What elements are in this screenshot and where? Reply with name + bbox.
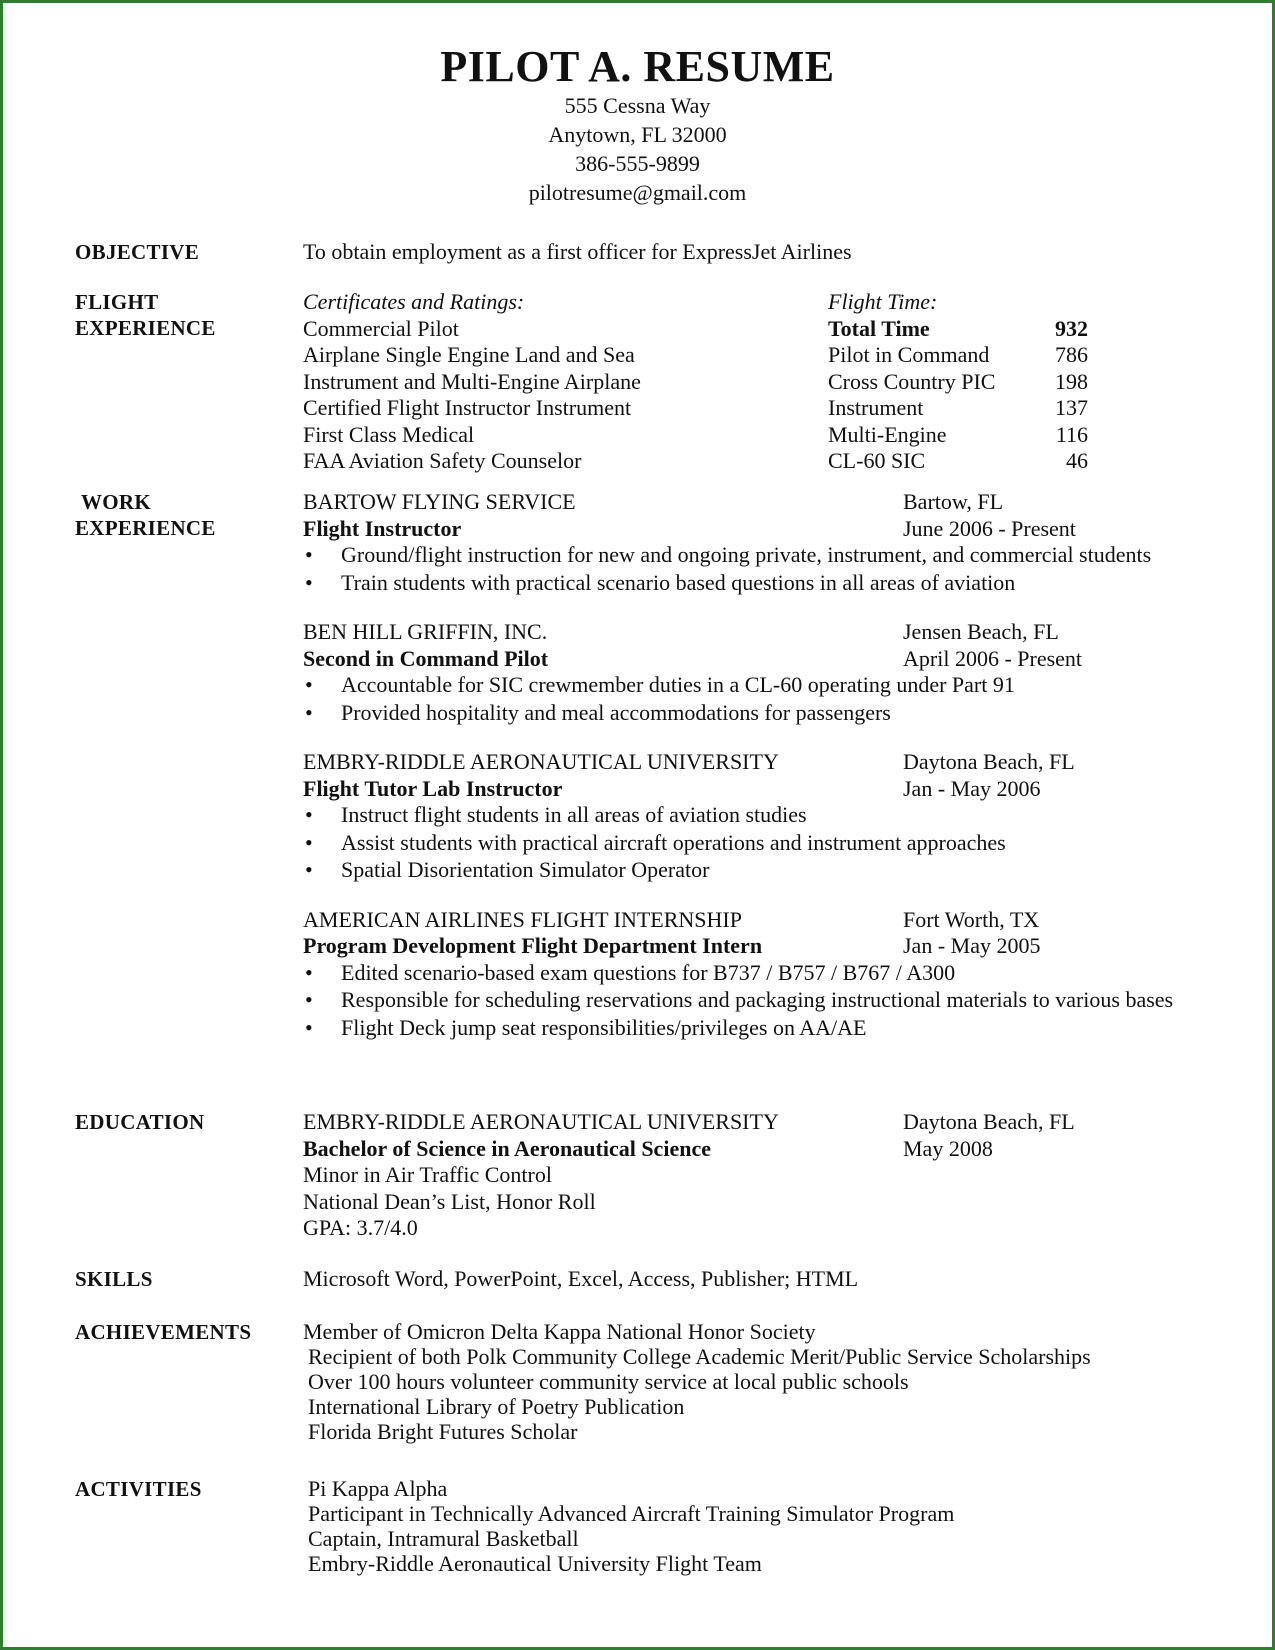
certificate-item: Commercial Pilot bbox=[303, 315, 459, 341]
skills-label: SKILLS bbox=[75, 1267, 153, 1291]
achievements-label: ACHIEVEMENTS bbox=[75, 1320, 252, 1344]
flight-time-label: Instrument bbox=[828, 395, 924, 420]
certificate-item: Certified Flight Instructor Instrument bbox=[303, 395, 632, 420]
flight-time-label: Pilot in Command bbox=[828, 342, 990, 367]
degree-name: Bachelor of Science in Aeronautical Science bbox=[303, 1135, 711, 1161]
flight-time-value: 46 bbox=[1066, 448, 1088, 473]
experience-label: EXPERIENCE bbox=[75, 516, 216, 540]
education-detail: GPA: 3.7/4.0 bbox=[303, 1215, 418, 1240]
job-duties bbox=[303, 802, 1238, 885]
flight-time-value: 116 bbox=[1055, 421, 1088, 447]
flight-time-label: CL-60 SIC bbox=[828, 448, 926, 473]
education-detail: Minor in Air Traffic Control bbox=[303, 1162, 552, 1187]
activity-item: Captain, Intramural Basketball bbox=[308, 1526, 579, 1551]
job-title: Flight Instructor bbox=[303, 515, 462, 541]
certificate-item: First Class Medical bbox=[303, 421, 475, 447]
job-duty: • Train students with practical scenario based questions in all areas of aviation bbox=[303, 570, 1238, 598]
job-entry bbox=[303, 489, 1238, 597]
job-dates: June 2006 - Present bbox=[903, 515, 1076, 541]
flight-time-table bbox=[828, 289, 1088, 475]
job-location: Daytona Beach, FL bbox=[903, 749, 1075, 774]
resume-header bbox=[3, 3, 1272, 207]
address-line-2: Anytown, FL 32000 bbox=[548, 122, 727, 147]
flight-time-heading: Flight Time: bbox=[828, 289, 938, 314]
work-label: WORK bbox=[81, 490, 152, 514]
flight-time-row bbox=[828, 395, 1088, 422]
job-title: Program Development Flight Department Intern bbox=[303, 933, 763, 958]
employer-name: BEN HILL GRIFFIN, INC. bbox=[303, 619, 548, 644]
employer-name: AMERICAN AIRLINES FLIGHT INTERNSHIP bbox=[303, 906, 742, 932]
job-title: Flight Tutor Lab Instructor bbox=[303, 775, 563, 801]
job-location: Fort Worth, TX bbox=[903, 906, 1040, 932]
skills-text: Microsoft Word, PowerPoint, Excel, Access, Publisher; HTML bbox=[303, 1266, 859, 1291]
flight-time-label: Multi-Engine bbox=[828, 421, 947, 447]
job-duty: • Responsible for scheduling reservations and packaging instructional materials to various bases bbox=[303, 987, 1238, 1015]
job-duty: • Spatial Disorientation Simulator Operator bbox=[303, 857, 1238, 885]
graduation-date: May 2008 bbox=[903, 1135, 993, 1161]
flight-time-row bbox=[828, 369, 1088, 396]
achievement-item: Member of Omicron Delta Kappa National Honor Society bbox=[303, 1319, 816, 1344]
job-duty: • Flight Deck jump seat responsibilities/privileges on AA/AE bbox=[303, 1015, 1238, 1043]
job-duty: • Provided hospitality and meal accommodations for passengers bbox=[303, 700, 1238, 728]
objective-label: OBJECTIVE bbox=[75, 240, 200, 264]
job-entry bbox=[303, 907, 1238, 1043]
employer-name: EMBRY-RIDDLE AERONAUTICAL UNIVERSITY bbox=[303, 749, 779, 774]
certificate-item: Airplane Single Engine Land and Sea bbox=[303, 342, 635, 367]
activity-item: Pi Kappa Alpha bbox=[308, 1476, 448, 1501]
job-duties bbox=[303, 542, 1238, 597]
employer-name: BARTOW FLYING SERVICE bbox=[303, 489, 576, 514]
job-dates: April 2006 - Present bbox=[903, 645, 1083, 671]
job-dates: Jan - May 2005 bbox=[903, 933, 1041, 958]
job-location: Bartow, FL bbox=[903, 489, 1004, 514]
school-name: EMBRY-RIDDLE AERONAUTICAL UNIVERSITY bbox=[303, 1109, 779, 1134]
objective-text: To obtain employment as a first officer for ExpressJet Airlines bbox=[303, 239, 852, 264]
job-location: Jensen Beach, FL bbox=[903, 619, 1059, 644]
flight-time-value: 786 bbox=[1055, 342, 1088, 367]
flight-time-label: Total Time bbox=[828, 315, 930, 341]
activities-label: ACTIVITIES bbox=[75, 1477, 202, 1501]
achievement-item: International Library of Poetry Publication bbox=[308, 1394, 685, 1419]
flight-time-row bbox=[828, 422, 1088, 449]
experience-label: EXPERIENCE bbox=[75, 316, 216, 340]
education-label: EDUCATION bbox=[75, 1110, 205, 1134]
job-duty: • Instruct flight students in all areas of aviation studies bbox=[303, 802, 1238, 830]
job-title: Second in Command Pilot bbox=[303, 645, 549, 671]
flight-label: FLIGHT bbox=[75, 290, 159, 314]
applicant-name: PILOT A. RESUME bbox=[440, 42, 835, 91]
school-location: Daytona Beach, FL bbox=[903, 1109, 1075, 1134]
certificate-item: FAA Aviation Safety Counselor bbox=[303, 448, 582, 473]
achievement-item: Recipient of both Polk Community College Academic Merit/Public Service Scholarships bbox=[308, 1344, 1091, 1369]
job-dates: Jan - May 2006 bbox=[903, 775, 1041, 801]
education-detail: National Dean’s List, Honor Roll bbox=[303, 1188, 596, 1214]
job-entry bbox=[303, 749, 1238, 885]
activity-item: Participant in Technically Advanced Aircraft Training Simulator Program bbox=[308, 1501, 955, 1526]
achievement-item: Florida Bright Futures Scholar bbox=[308, 1419, 578, 1444]
job-duty: • Ground/flight instruction for new and ongoing private, instrument, and commercial students bbox=[303, 542, 1238, 570]
flight-time-row bbox=[828, 448, 1088, 475]
activity-item: Embry-Riddle Aeronautical University Flight Team bbox=[308, 1551, 762, 1576]
flight-time-label: Cross Country PIC bbox=[828, 368, 996, 394]
flight-time-value: 198 bbox=[1055, 368, 1088, 394]
address-line-1: 555 Cessna Way bbox=[564, 93, 711, 118]
certificates-heading: Certificates and Ratings: bbox=[303, 289, 525, 314]
job-duties bbox=[303, 960, 1238, 1043]
achievement-item: Over 100 hours volunteer community service at local public schools bbox=[308, 1369, 909, 1394]
job-duties bbox=[303, 672, 1238, 727]
certificate-item: Instrument and Multi-Engine Airplane bbox=[303, 368, 641, 394]
flight-time-row bbox=[828, 342, 1088, 369]
flight-time-row bbox=[828, 316, 1088, 343]
job-duty: • Edited scenario-based exam questions for B737 / B757 / B767 / A300 bbox=[303, 960, 1238, 988]
email-address: pilotresume@gmail.com bbox=[528, 180, 747, 205]
job-entry bbox=[303, 619, 1238, 727]
flight-time-value: 137 bbox=[1055, 395, 1088, 420]
flight-time-value: 932 bbox=[1055, 315, 1088, 341]
job-duty: • Accountable for SIC crewmember duties in a CL-60 operating under Part 91 bbox=[303, 672, 1238, 700]
job-duty: • Assist students with practical aircraft operations and instrument approaches bbox=[303, 830, 1238, 858]
phone-number: 386-555-9899 bbox=[575, 151, 700, 176]
